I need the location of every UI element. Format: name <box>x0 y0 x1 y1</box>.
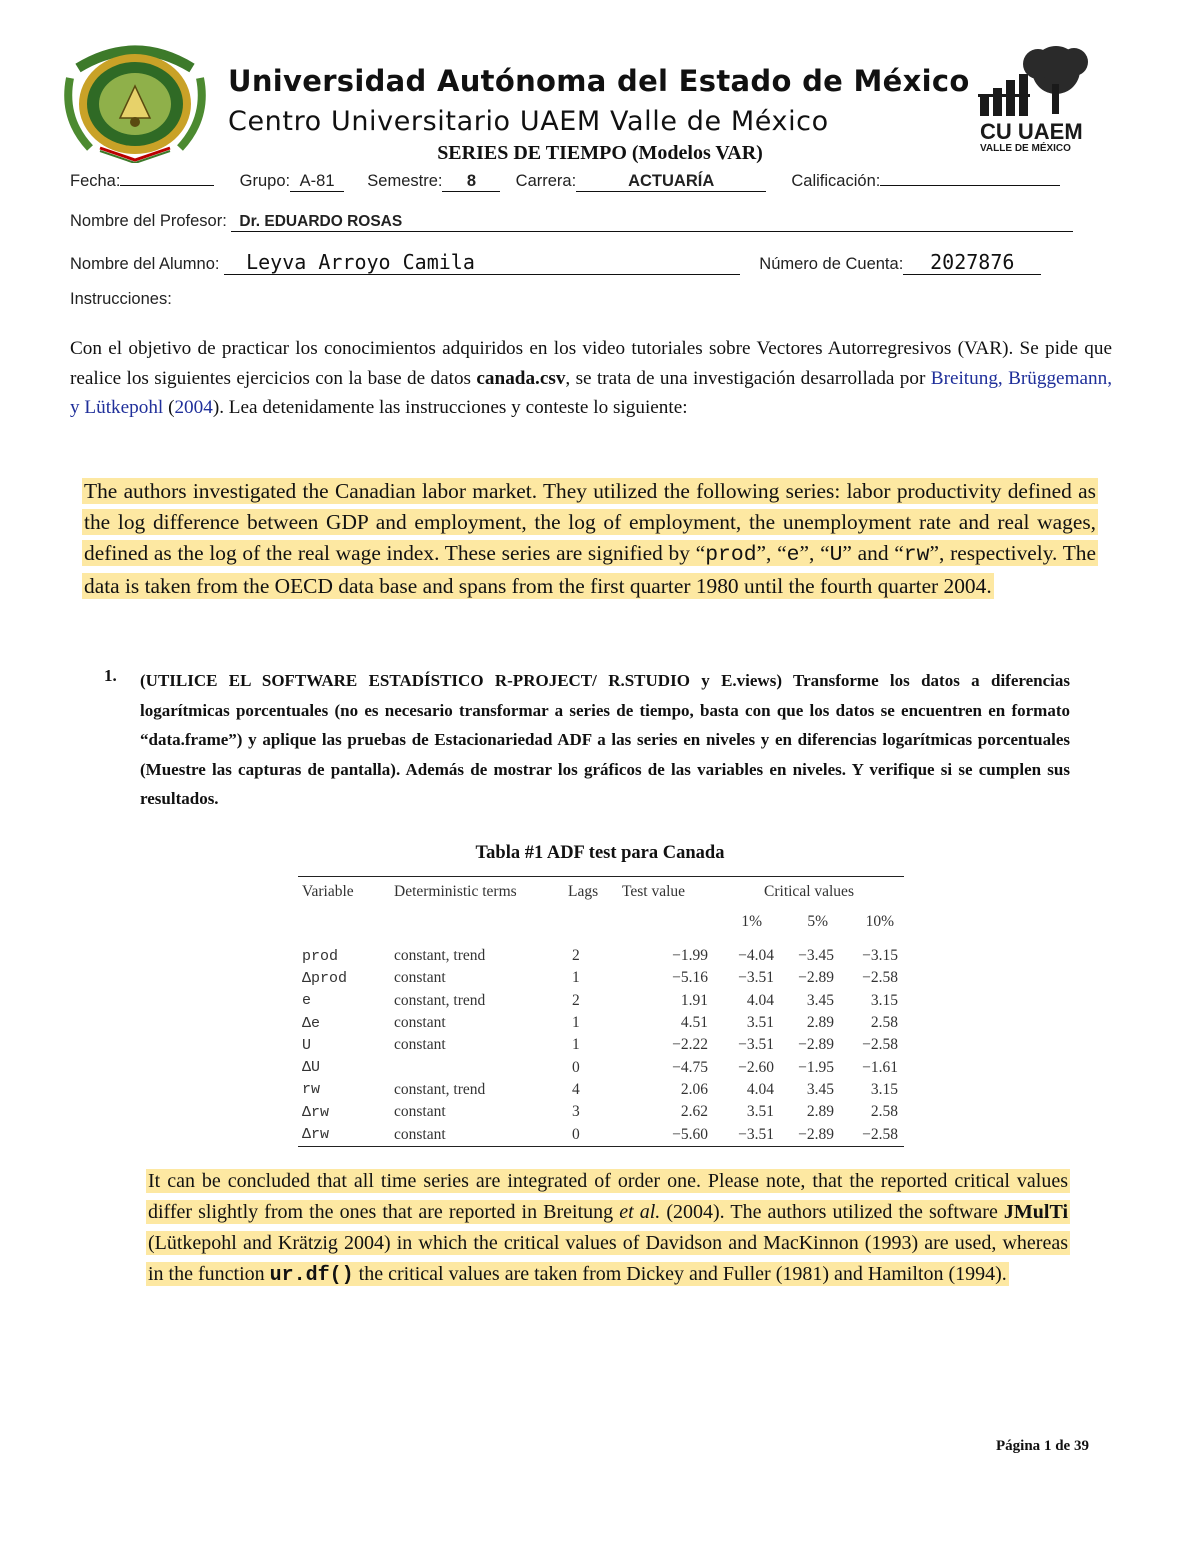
cell-variable: prod <box>302 947 339 965</box>
intro-text-3: ( <box>163 397 175 418</box>
col-header-deterministic: Deterministic terms <box>394 877 568 908</box>
quote-text: The authors investigated the Canadian labor market. They utilized the following series: labor productivity defined as the log difference between GDP and employment, the log of employment, the unemployment rate and real wages, defined as the log of the real wage index. These series are signified by “ <box>84 479 1096 565</box>
quote-text: (2004). The authors utilized the software <box>660 1201 1004 1223</box>
code-rw: rw <box>903 543 930 567</box>
semestre-label: Semestre: <box>367 172 443 190</box>
intro-text-1: Con el objetivo de practicar los conocimientos adquiridos en los video tutoriales sobre Vectores Autorregresivos (VAR). Se pide que realice los siguientes ejercicios con la base de datos <box>70 338 1112 389</box>
intro-text-4: ). Lea detenidamente las instrucciones y conteste lo siguiente: <box>212 397 688 418</box>
quote-highlight <box>146 1169 1070 1286</box>
col-header-5pct: 5% <box>807 913 828 930</box>
cell-crit-1: 4.04 <box>746 991 774 1009</box>
quote-text: ”, respectively. The data is taken from the OECD data base and spans from the first quarter 1980 until the fourth quarter 2004. <box>84 541 1096 598</box>
cell-crit-5: 2.89 <box>806 1014 834 1032</box>
cell-lags: 1 <box>572 969 580 987</box>
cell-deterministic: constant, trend <box>394 991 486 1009</box>
quote-text: ” and “ <box>842 541 904 565</box>
cell-deterministic: constant <box>394 1123 568 1146</box>
cell-crit-5: −2.89 <box>798 969 834 987</box>
cell-lags: 0 <box>568 1123 622 1146</box>
cell-lags: 0 <box>572 1058 580 1076</box>
center-name: Centro Universitario UAEM Valle de México <box>228 106 829 137</box>
cuuaem-logo-text: CU UAEM <box>980 119 1083 144</box>
profesor-label: Nombre del Profesor: <box>70 212 227 230</box>
cell-test-value: 4.51 <box>680 1014 708 1032</box>
cell-crit-10: 2.58 <box>870 1014 898 1032</box>
cell-variable: Δe <box>302 1014 321 1032</box>
form-row-2 <box>70 212 1073 232</box>
cell-test-value: −1.99 <box>672 947 708 965</box>
cell-crit-10: 2.58 <box>870 1103 898 1121</box>
code-urdf: ur.df() <box>269 1264 354 1287</box>
quote-text: ”, “ <box>756 541 787 565</box>
cell-lags: 1 <box>572 1036 580 1054</box>
document-title: SERIES DE TIEMPO (Modelos VAR) <box>437 142 763 164</box>
cell-crit-5: 3.45 <box>806 1080 834 1098</box>
page-total: 39 <box>1073 1438 1089 1454</box>
cell-crit-5: −3.45 <box>798 947 834 965</box>
cell-lags: 2 <box>572 947 580 965</box>
cuenta-field[interactable]: 2027876 <box>903 250 1041 275</box>
jmulti-software: JMulTi <box>1003 1201 1068 1223</box>
cell-crit-10: −3.15 <box>862 947 898 965</box>
cell-variable: Δprod <box>302 969 348 987</box>
et-al-text: et al. <box>619 1201 661 1223</box>
grupo-label: Grupo: <box>239 172 291 190</box>
conclusion-quote <box>146 1166 1070 1291</box>
col-header-10pct: 10% <box>865 913 894 930</box>
cell-lags: 2 <box>572 991 580 1009</box>
cuenta-label: Número de Cuenta: <box>759 255 904 273</box>
col-header-test-value: Test value <box>622 877 714 908</box>
page-current: 1 <box>1043 1438 1052 1454</box>
table-row <box>298 1079 904 1101</box>
question-text: (UTILICE EL SOFTWARE ESTADÍSTICO R-PROJECT/ R.STUDIO y E.views) Transforme los datos a diferencias logarítmicas porcentuales (no es necesario transformar a series de tiempo, basta con que los datos se encuentren en formato “data.frame”) y aplique las pruebas de Estacionariedad ADF a las series en niveles y en diferencias logarítmicas porcentuales (Muestre las capturas de pantalla). Además de mostrar los gráficos de las variables en niveles. Y verifique si se cumplen sus resultados. <box>140 671 1070 808</box>
table-row <box>298 1056 904 1078</box>
cell-crit-5: −2.89 <box>798 1036 834 1054</box>
cell-crit-10: −2.58 <box>862 1036 898 1054</box>
cell-crit-10: −1.61 <box>862 1058 898 1076</box>
table-row <box>298 967 904 989</box>
page-number <box>996 1438 1089 1455</box>
cell-deterministic: constant <box>394 1103 446 1121</box>
cell-crit-5: −1.95 <box>798 1058 834 1076</box>
cell-test-value: −4.75 <box>672 1058 708 1076</box>
cell-test-value: −5.60 <box>622 1123 714 1146</box>
cell-crit-5: 3.45 <box>806 991 834 1009</box>
cell-crit-1: −3.51 <box>738 969 774 987</box>
cell-lags: 4 <box>572 1080 580 1098</box>
semestre-field[interactable]: 8 <box>442 172 500 192</box>
table-row <box>298 945 904 967</box>
table-row <box>298 1101 904 1123</box>
cell-deterministic: constant, trend <box>394 947 486 965</box>
cuuaem-logo-subtext: VALLE DE MÉXICO <box>980 143 1071 154</box>
cell-variable: Δrw <box>302 1103 330 1121</box>
cell-variable: Δrw <box>298 1123 394 1146</box>
fecha-field[interactable] <box>120 185 214 186</box>
cell-crit-5: 2.89 <box>806 1103 834 1121</box>
alumno-field[interactable]: Leyva Arroyo Camila <box>224 250 740 275</box>
code-e: e <box>786 543 800 567</box>
cell-crit-10: −2.58 <box>862 969 898 987</box>
quote-text: It can be concluded that all time series are integrated of order one. Please note, that the reported critical values differ slightly from the ones that are reported in Breitung <box>148 1170 1068 1223</box>
cell-test-value: 1.91 <box>680 991 708 1009</box>
cell-crit-1: −4.04 <box>738 947 774 965</box>
cell-lags: 3 <box>572 1103 580 1121</box>
adf-test-table <box>298 876 904 1147</box>
alumno-label: Nombre del Alumno: <box>70 255 220 273</box>
cell-test-value: 2.62 <box>680 1103 708 1121</box>
cell-variable: e <box>302 992 312 1010</box>
cell-crit-1: −3.51 <box>738 1036 774 1054</box>
carrera-label: Carrera: <box>515 172 577 190</box>
quote-text: ”, “ <box>799 541 830 565</box>
university-name: Universidad Autónoma del Estado de México <box>228 64 970 98</box>
cell-crit-1: 4.04 <box>746 1080 774 1098</box>
code-prod: prod <box>705 543 757 567</box>
col-header-critical-values: Critical values <box>714 877 904 908</box>
cell-crit-10: 3.15 <box>870 1080 898 1098</box>
cell-crit-5: −2.89 <box>780 1123 840 1146</box>
year-link[interactable]: 2004 <box>174 397 213 418</box>
page-sep: de <box>1051 1438 1074 1454</box>
calificacion-label: Calificación: <box>791 172 881 190</box>
grupo-field[interactable]: A-81 <box>290 172 344 192</box>
table-row <box>298 1123 904 1146</box>
cell-test-value: −5.16 <box>672 969 708 987</box>
cell-deterministic <box>394 1056 568 1078</box>
quote-text: the critical values are taken from Dickey and Fuller (1981) and Hamilton (1994). <box>353 1263 1007 1285</box>
cell-test-value: −2.22 <box>672 1036 708 1054</box>
instructions-label: Instrucciones: <box>70 290 172 308</box>
cell-crit-1: −2.60 <box>738 1058 774 1076</box>
page-label: Página <box>996 1438 1044 1454</box>
intro-paragraph <box>70 334 1112 423</box>
cell-crit-1: 3.51 <box>746 1014 774 1032</box>
table-row <box>298 990 904 1012</box>
quoted-description <box>82 476 1098 602</box>
cell-deterministic: constant <box>394 1036 446 1054</box>
cell-lags: 1 <box>572 1014 580 1032</box>
cell-variable: rw <box>302 1081 321 1099</box>
authors-link[interactable]: Breitung, Brüggemann, y Lütkepohl <box>70 367 1112 418</box>
quote-highlight <box>82 478 1098 599</box>
cell-crit-10: 3.15 <box>870 991 898 1009</box>
col-header-lags: Lags <box>568 877 622 908</box>
cell-deterministic: constant <box>394 969 446 987</box>
table-caption: Tabla #1 ADF test para Canada <box>475 843 725 863</box>
col-header-1pct: 1% <box>741 913 762 930</box>
col-header-variable: Variable <box>298 877 394 908</box>
cell-crit-10: −2.58 <box>840 1123 904 1146</box>
table-row <box>298 1034 904 1056</box>
carrera-field[interactable]: ACTUARÍA <box>576 172 766 192</box>
cell-variable: ΔU <box>302 1059 321 1077</box>
cell-crit-1: −3.51 <box>714 1123 780 1146</box>
quote-text: (Lütkepohl and Krätzig 2004) in which the critical values of Davidson and MacKinnon (1993) are used, whereas in the function <box>148 1232 1068 1285</box>
form-row-3 <box>70 250 1041 275</box>
calificacion-field[interactable] <box>880 185 1060 186</box>
intro-text-2: , se trata de una investigación desarrollada por <box>565 367 931 389</box>
cell-variable: U <box>302 1036 312 1054</box>
profesor-field[interactable]: Dr. EDUARDO ROSAS <box>231 213 1073 232</box>
cell-test-value: 2.06 <box>680 1080 708 1098</box>
cell-crit-1: 3.51 <box>746 1103 774 1121</box>
cell-deterministic: constant <box>394 1014 446 1032</box>
code-u: U <box>829 543 843 567</box>
question-number: 1. <box>104 666 117 685</box>
form-row-1 <box>70 172 1060 192</box>
table-row <box>298 1012 904 1034</box>
cell-deterministic: constant, trend <box>394 1080 486 1098</box>
fecha-label: Fecha: <box>70 172 121 190</box>
dataset-name: canada.csv <box>476 367 566 389</box>
